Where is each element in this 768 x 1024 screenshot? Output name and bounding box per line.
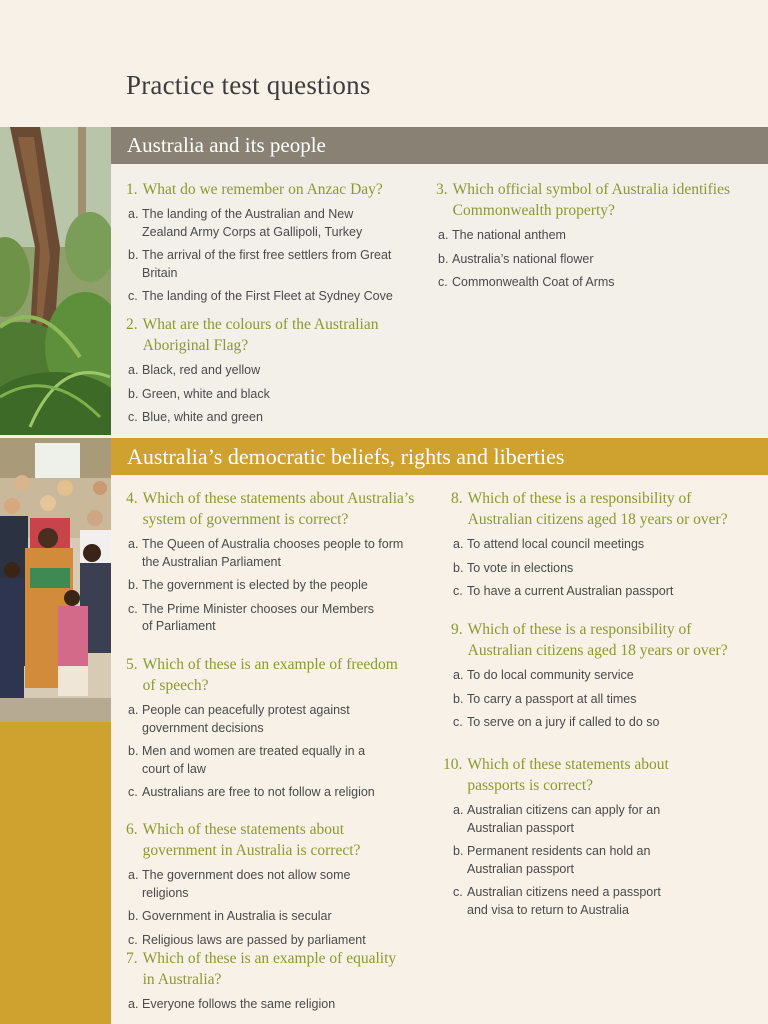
question-1 [126,179,426,312]
question-text [126,819,396,861]
option-a: a. Australian citizens can apply for an Australian passport [453,803,661,835]
question-text [126,488,426,530]
options-list [451,536,746,601]
option-c: c. Religious laws are passed by parliament [128,932,366,947]
question-label: What do we remember on Anzac Day? [142,181,383,198]
options-list [436,227,746,292]
options-list [126,867,396,949]
options-list [451,802,713,919]
question-4 [126,488,426,642]
question-3 [436,179,746,298]
question-label: Which of these is an example of equality in Australia? [142,950,397,988]
question-number: 5. [126,656,138,673]
option-b: b. Permanent residents can hold an Australian passport [453,844,651,876]
question-label: Which of these statements about government in Australia is correct? [142,821,361,859]
side-color-bar [0,722,111,1024]
question-text [126,654,411,696]
question-number: 2. [126,316,138,333]
option-a: a. To attend local council meetings [453,537,645,551]
question-10 [443,754,713,925]
question-text [436,179,746,221]
option-c: c. The Prime Minister chooses our Members of Parliament [128,601,375,633]
question-number: 7. [126,950,138,967]
option-c: c. To have a current Australian passport [453,584,674,598]
question-5 [126,654,411,808]
question-text [451,619,746,661]
group-of-people-photo [0,438,111,722]
question-text [451,488,746,530]
option-b: b. The government is elected by the people [128,578,368,592]
question-text [126,179,426,200]
question-text [126,948,411,990]
options-list [126,996,411,1014]
question-7 [126,948,411,1020]
option-b: b. To vote in elections [453,560,574,575]
option-a: a. People can peacefully protest against government decisions [128,703,350,735]
option-b: b. Men and women are treated equally in a court of law [128,744,366,776]
question-text [126,314,406,356]
question-6 [126,819,396,955]
question-number: 9. [451,621,463,638]
question-label: Which of these statements about passports is correct? [467,756,669,794]
option-c: c. Australian citizens need a passport and visa to return to Australia [453,885,661,917]
question-number: 4. [126,490,138,507]
option-c: c. Commonwealth Coat of Arms [438,275,615,289]
question-label: Which of these statements about Australia’s system of government is correct? [142,490,415,528]
option-c: c. Blue, white and green [128,410,263,424]
question-number: 8. [451,490,463,507]
option-b: b. Government in Australia is secular [128,909,332,923]
question-number: 1. [126,181,138,198]
options-list [126,702,411,802]
option-a: a. The national anthem [438,228,566,242]
question-label: What are the colours of the Australian Aboriginal Flag? [142,316,379,354]
rainforest-photo [0,127,111,435]
option-a: a. The landing of the Australian and New Zealand Army Corps at Gallipoli, Turkey [128,207,363,239]
options-list [126,206,426,306]
question-text [443,754,713,796]
section-header-australia-people: Australia and its people [111,127,768,164]
option-a: a. The Queen of Australia chooses people to form the Australian Parliament [128,537,404,569]
option-a: a. The government does not allow some religions [128,868,351,900]
question-number: 10. [443,756,463,773]
option-a: a. Everyone follows the same religion [128,997,336,1011]
option-c: c. Australians are free to not follow a religion [128,785,375,799]
option-a: a. Black, red and yellow [128,363,261,377]
page-title: Practice test questions [126,70,371,100]
question-2 [126,314,406,433]
question-9 [451,619,746,738]
option-a: a. To do local community service [453,668,634,682]
option-b: b. To carry a passport at all times [453,691,637,706]
question-label: Which of these is a responsibility of Australian citizens aged 18 years or over? [467,490,728,528]
options-list [126,362,406,427]
question-label: Which of these is an example of freedom of speech? [142,656,398,694]
options-list [451,667,746,732]
question-8 [451,488,746,607]
option-b: b. The arrival of the first free settlers from Great Britain [128,248,392,280]
options-list [126,536,426,636]
question-number: 6. [126,821,138,838]
option-b: b. Green, white and black [128,386,270,401]
question-label: Which of these is a responsibility of Australian citizens aged 18 years or over? [467,621,728,659]
question-number: 3. [436,181,448,198]
option-c: c. The landing of the First Fleet at Sydney Cove [128,289,393,303]
option-b: b. Australia’s national flower [438,251,594,266]
question-label: Which official symbol of Australia identifies Commonwealth property? [452,181,730,219]
section-header-democratic-beliefs: Australia’s democratic beliefs, rights and liberties [111,438,768,475]
option-c: c. To serve on a jury if called to do so [453,715,660,729]
